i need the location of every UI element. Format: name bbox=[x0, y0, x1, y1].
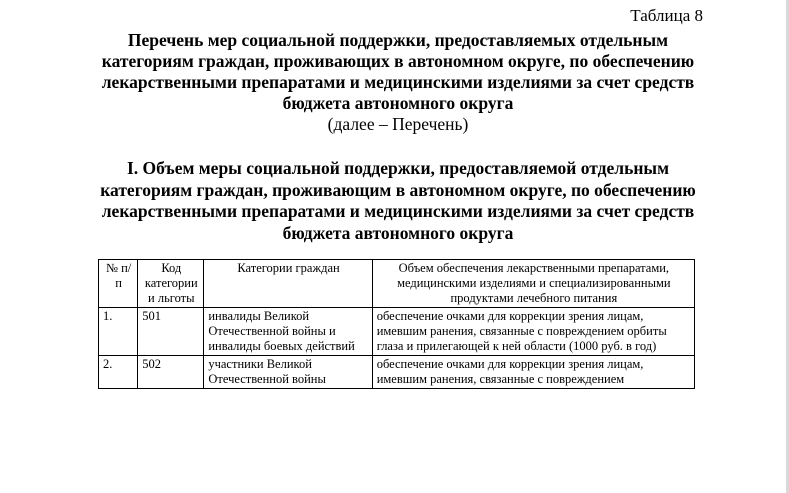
table-row bbox=[99, 308, 695, 356]
row-category: инвалиды Великой Отечественной войны и инвалиды боевых действий bbox=[204, 308, 372, 356]
row-volume: обеспечение очками для коррекции зрения лицам, имевшим ранения, связанные с повреждением bbox=[372, 356, 694, 389]
row-category: участники Великой Отечественной войны bbox=[204, 356, 372, 389]
row-volume: обеспечение очками для коррекции зрения лицам, имевшим ранения, связанные с повреждением орбиты глаза и прилегающей к ней области (1000 руб. в год) bbox=[372, 308, 694, 356]
section-title: I. Объем меры социальной поддержки, предоставляемой отдельным категориям граждан, проживающим в автономном округе, по обеспечению лекарственными препаратами и медицинскими изделиями за счет средств бюджета автономного округа bbox=[100, 158, 696, 243]
document-subtitle: (далее – Перечень) bbox=[327, 114, 469, 134]
header-code: Код категории и льготы bbox=[138, 260, 204, 308]
header-num: № п/п bbox=[99, 260, 138, 308]
document-title: Перечень мер социальной поддержки, предоставляемых отдельным категориям граждан, проживающих в автономном округе, по обеспечению лекарственными препаратами и медицинскими изделиями за счет средств бюджета автономного округа bbox=[101, 30, 695, 113]
table-number-label: Таблица 8 bbox=[630, 6, 703, 25]
header-volume: Объем обеспечения лекарственными препаратами, медицинскими изделиями и специализированными продуктами лечебного питания bbox=[372, 260, 694, 308]
measures-table bbox=[98, 259, 695, 389]
row-num: 1. bbox=[99, 308, 138, 356]
row-code: 502 bbox=[138, 356, 204, 389]
table-header-row bbox=[99, 260, 695, 308]
row-num: 2. bbox=[99, 356, 138, 389]
table-row bbox=[99, 356, 695, 389]
header-category: Категории граждан bbox=[204, 260, 372, 308]
row-code: 501 bbox=[138, 308, 204, 356]
